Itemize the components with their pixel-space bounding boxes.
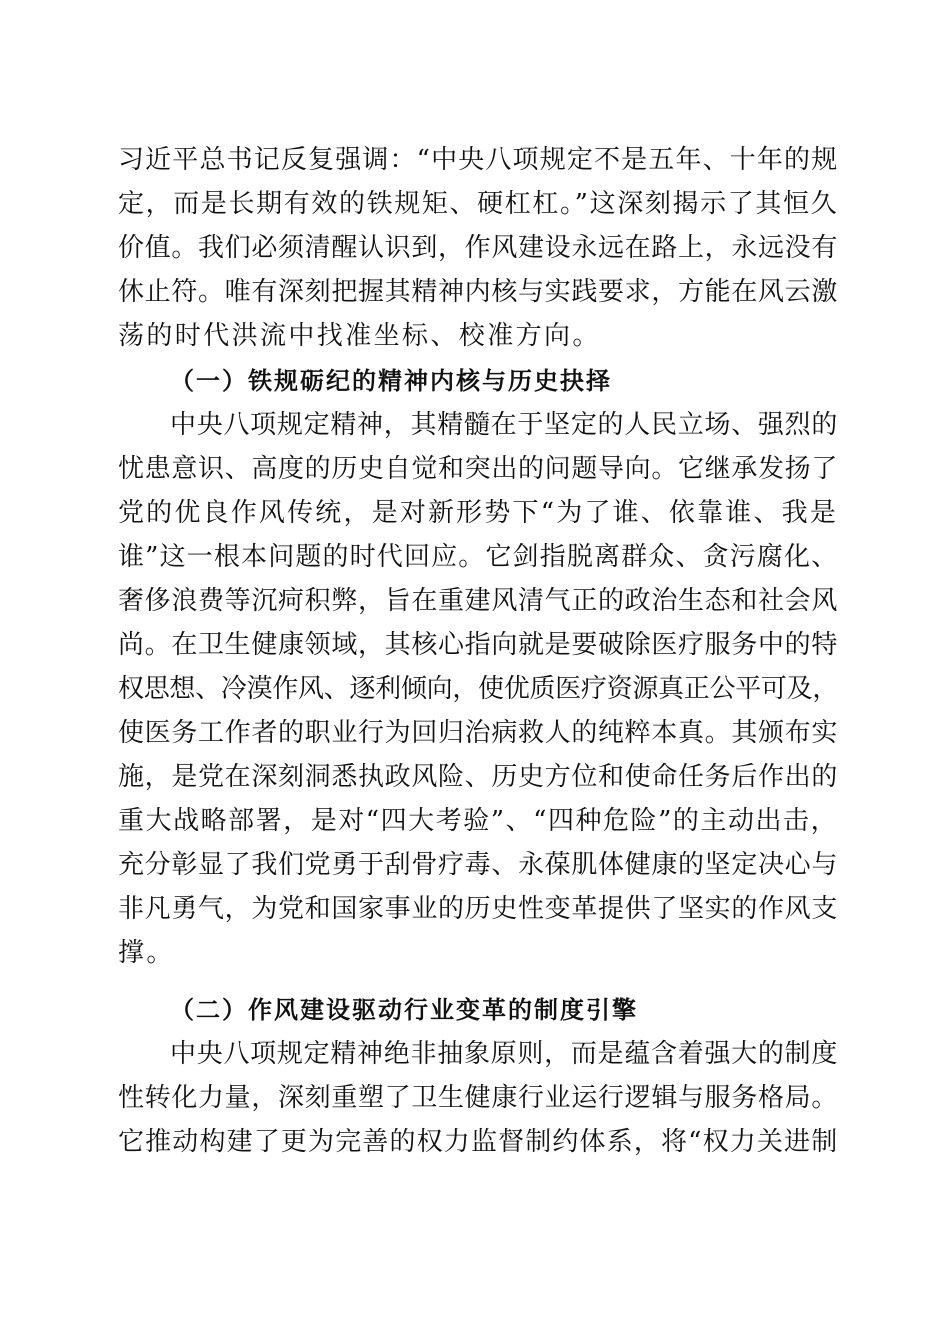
section-1	[118, 359, 838, 975]
text-line: 党的优良作风传统，是对新形势下“为了谁、依靠谁、我是	[118, 498, 838, 528]
text-line: 习近平总书记反复强调：“中央八项规定不是五年、十年的规	[118, 145, 838, 175]
text-line: 休止符。唯有深刻把握其精神内核与实践要求，方能在风云激	[118, 277, 838, 307]
text-line: 重大战略部署，是对“四大考验”、“四种危险”的主动出击，	[118, 806, 838, 836]
text-line: 定，而是长期有效的铁规矩、硬杠杠。”这深刻揭示了其恒久	[118, 189, 838, 219]
text-line: 非凡勇气，为党和国家事业的历史性变革提供了坚实的作风支	[118, 894, 838, 924]
text-line: 价值。我们必须清醒认识到，作风建设永远在路上，永远没有	[118, 233, 838, 263]
text-line: 谁”这一根本问题的时代回应。它剑指脱离群众、贪污腐化、	[118, 542, 838, 572]
text-line: 使医务工作者的职业行为回归治病救人的纯粹本真。其颁布实	[118, 718, 838, 748]
paragraph-opening	[118, 138, 838, 358]
section-heading-2: （二）作风建设驱动行业变革的制度引擎	[170, 996, 638, 1024]
text-line: 忧患意识、高度的历史自觉和突出的问题导向。它继承发扬了	[118, 454, 838, 484]
text-line: 尚。在卫生健康领域，其核心指向就是要破除医疗服务中的特	[118, 630, 838, 660]
text-line: 奢侈浪费等沉疴积弊，旨在重建风清气正的政治生态和社会风	[118, 586, 838, 616]
text-line: 权思想、冷漠作风、逐利倾向，使优质医疗资源真正公平可及，	[118, 674, 838, 704]
text-line: 施，是党在深刻洞悉执政风险、历史方位和使命任务后作出的	[118, 762, 838, 792]
text-line: 充分彰显了我们党勇于刮骨疗毒、永葆肌体健康的坚定决心与	[118, 850, 838, 880]
text-line: 中央八项规定精神绝非抽象原则，而是蕴含着强大的制度	[170, 1039, 838, 1069]
text-line: 撑。	[118, 938, 175, 968]
text-line: 它推动构建了更为完善的权力监督制约体系，将“权力关进制	[118, 1127, 838, 1157]
section-2	[118, 988, 838, 1164]
text-line: 性转化力量，深刻重塑了卫生健康行业运行逻辑与服务格局。	[118, 1083, 838, 1113]
section-heading-1: （一）铁规砺纪的精神内核与历史抉择	[170, 367, 612, 395]
text-line: 荡的时代洪流中找准坐标、校准方向。	[118, 321, 601, 351]
text-line: 中央八项规定精神，其精髓在于坚定的人民立场、强烈的	[170, 410, 838, 440]
